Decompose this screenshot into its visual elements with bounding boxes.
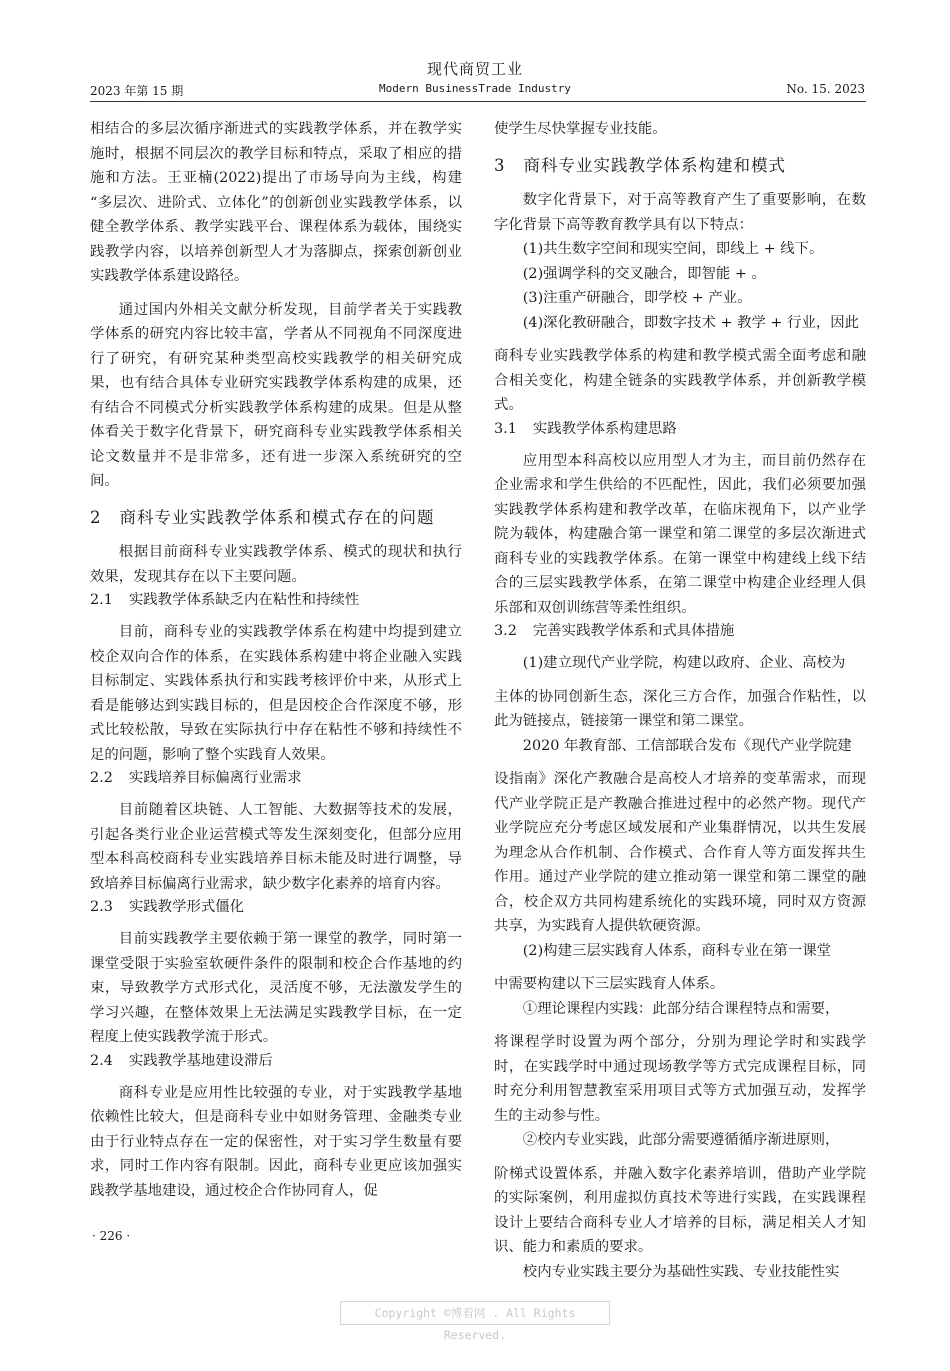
section-title: 商科专业实践教学体系构建和模式: [523, 155, 786, 175]
subsection-heading-3-2: [494, 620, 866, 642]
section-number: 2: [90, 507, 102, 527]
subsection-title: 实践教学体系缺乏内在粘性和持续性: [128, 592, 360, 608]
section-heading-2: [90, 506, 462, 531]
subsection-number: 3.2: [494, 623, 517, 639]
paragraph: 阶梯式设置体系，并融入数字化素养培训，借助产业学院的实际案例，利用虚拟仿真技术等进行实践，在实践课程设计上要结合商科专业人才培养的目标，满足相关人才知识、能力和素质的要求。: [494, 1165, 866, 1255]
paragraph: ②校内专业实践，此部分需要遵循循序渐进原则，: [522, 1132, 840, 1148]
list-item: (4)深化教研融合，即数字技术 + 教学 + 行业，因此: [522, 314, 860, 331]
paragraph: 2020 年教育部、工信部联合发布《现代产业学院建: [522, 737, 852, 754]
subsection-heading-2-1: [90, 589, 462, 611]
paragraph: 目前实践教学主要依赖于第一课堂的教学，同时第一课堂受限于实验室软硬件条件的限制和校企合作基地的约束，导致教学方式形式化，灵活度不够，无法激发学生的学习兴趣，在整体效果上无法满足实践教学目标，在一定程度上使实践教学流于形式。: [90, 931, 462, 1045]
subsection-title: 完善实践教学体系和式具体措施: [532, 623, 735, 639]
paragraph: 目前随着区块链、人工智能、大数据等技术的发展，引起各类行业企业运营模式等发生深刻变化，但部分应用型本科高校商科专业实践培养目标未能及时进行调整，导致培养目标偏离行业需求，缺少数字化素养的培育内容。: [90, 802, 462, 892]
left-column: [90, 117, 462, 1203]
subsection-title: 实践培养目标偏离行业需求: [128, 770, 302, 786]
journal-title: 现代商贸工业: [426, 60, 523, 78]
list-item: (3)注重产研融合，即学校 + 产业。: [522, 290, 752, 306]
paragraph: 目前，商科专业的实践教学体系在构建中均提到建立校企双向合作的体系，在实践体系构建中将企业融入实践目标制定、实践体系执行和实践考核评价中来，从形式上看是能够达到实践目标的，但是因校企合作深度不够，形式比较松散，导致在实际执行中存在粘性不够和持续性不足的问题，影响了整个实践育人效果。: [90, 624, 462, 763]
paragraph: 根据目前商科专业实践教学体系、模式的现状和执行效果，发现其存在以下主要问题。: [90, 544, 462, 585]
subsection-number: 3.1: [494, 420, 517, 437]
issue-number: No. 15. 2023: [786, 82, 865, 96]
subsection-number: 2.2: [90, 770, 113, 786]
paragraph: 通过国内外相关文献分析发现，目前学者关于实践教学体系的研究内容比较丰富，学者从不同视角不同深度进行了研究，有研究某种类型高校实践教学的相关研究成果，也有结合具体专业研究实践教学体系构建的成果，还有结合不同模式分析实践教学体系构建的成果。但是从整体看关于数字化背景下，研究商科专业实践教学体系相关论文数量并不是非常多，还有进一步深入系统研究的空间。: [90, 301, 462, 489]
paragraph: ①理论课程内实践：此部分结合课程特点和需要，: [522, 1000, 840, 1017]
subsection-number: 2.4: [90, 1052, 113, 1069]
subsection-title: 实践教学体系构建思路: [532, 420, 677, 437]
paragraph: 商科专业实践教学体系的构建和教学模式需全面考虑和融合相关变化，构建全链条的实践教学体系，并创新教学模式。: [494, 348, 866, 413]
paragraph: 将课程学时设置为两个部分，分别为理论学时和实践学时，在实践学时中通过现场教学等方式完成课程目标，同时充分利用智慧教室采用项目式等方式加强互动，发挥学生的主动参与性。: [494, 1034, 866, 1124]
subsection-heading-2-2: [90, 767, 462, 789]
subsection-number: 2.3: [90, 899, 113, 915]
paragraph: 数字化背景下，对于高等教育产生了重要影响，在数字化背景下高等教育教学具有以下特点：: [494, 192, 866, 233]
paragraph: 主体的协同创新生态，深化三方合作，加强合作粘性，以此为链接点，链接第一课堂和第二课堂。: [494, 688, 866, 729]
paragraph: 商科专业是应用性比较强的专业，对于实践教学基地依赖性比较大，但是商科专业中如财务管理、金融类专业由于行业特点存在一定的保密性，对于实习学生数量有要求，同时工作内容有限制。因此，商科专业更应该加强实践教学基地建设，通过校企合作协同育人，促: [90, 1084, 462, 1199]
paragraph: 校内专业实践主要分为基础性实践、专业技能性实: [522, 1263, 840, 1280]
paragraph: (2)构建三层实践育人体系，商科专业在第一课堂: [522, 942, 831, 959]
subsection-title: 实践教学基地建设滞后: [128, 1052, 273, 1069]
section-number: 3: [494, 155, 506, 175]
list-item: (2)强调学科的交叉融合，即智能 + 。: [522, 265, 766, 282]
subsection-heading-3-1: [494, 418, 866, 440]
subsection-heading-2-3: [90, 896, 462, 918]
issue-label: 2023 年第 15 期: [90, 84, 184, 98]
section-heading-3: [494, 154, 866, 179]
subsection-heading-2-4: [90, 1050, 462, 1072]
paragraph: 相结合的多层次循序渐进式的实践教学体系，并在教学实施时，根据不同层次的教学目标和特点，采取了相应的措施和方法。王亚楠(2022)提出了市场导向为主线，构建 “多层次、进阶式、立体化”的创新创业实践教学体系，以健全教学体系、教学实践平台、课程体系为载体，围绕实践教学内容，以培养创新型人才为落脚点，探索创新创业实践教学体系建设路径。: [90, 121, 462, 284]
page-number: · 226 ·: [92, 1229, 131, 1243]
header-rule: [90, 101, 866, 102]
journal-english-title: Modern BusinessTrade Industry: [378, 82, 572, 95]
section-title: 商科专业实践教学体系和模式存在的问题: [119, 507, 435, 527]
paragraph: 使学生尽快掌握专业技能。: [494, 121, 667, 137]
list-item: (1)共生数字空间和现实空间，即线上 + 线下。: [522, 241, 824, 257]
subsection-title: 实践教学形式僵化: [128, 899, 245, 915]
right-column: [494, 117, 866, 1284]
subsection-number: 2.1: [90, 592, 113, 608]
paragraph: 设指南》深化产教融合是高校人才培养的变革需求，而现代产业学院正是产教融合推进过程中的必然产物。现代产业学院应充分考虑区域发展和产业集群情况，以共生发展为理念从合作机制、合作模式、合作育人等方面发挥共生作用。通过产业学院的建立推动第一课堂和第二课堂的融合，校企双方共同构建系统化的实践环境，同时双方资源共享，为实践育人提供软硬资源。: [494, 771, 866, 934]
paragraph: 中需要构建以下三层实践育人体系。: [494, 976, 725, 992]
copyright-watermark: Copyright ©博看网 . All Rights Reserved.: [340, 1301, 610, 1325]
paragraph: (1)建立现代产业学院，构建以政府、企业、高校为: [522, 655, 846, 671]
paragraph: 应用型本科高校以应用型人才为主，而目前仍然存在企业需求和学生供给的不匹配性，因此，我们必须要加强实践教学体系构建和教学改革，在临床视角下，以产业学院为载体，构建融合第一课堂和第二课堂的多层次渐进式商科专业的实践教学体系。在第一课堂中构建线上线下结合的三层实践教学体系，在第二课堂中构建企业经理人俱乐部和双创训练营等柔性组织。: [494, 452, 866, 616]
